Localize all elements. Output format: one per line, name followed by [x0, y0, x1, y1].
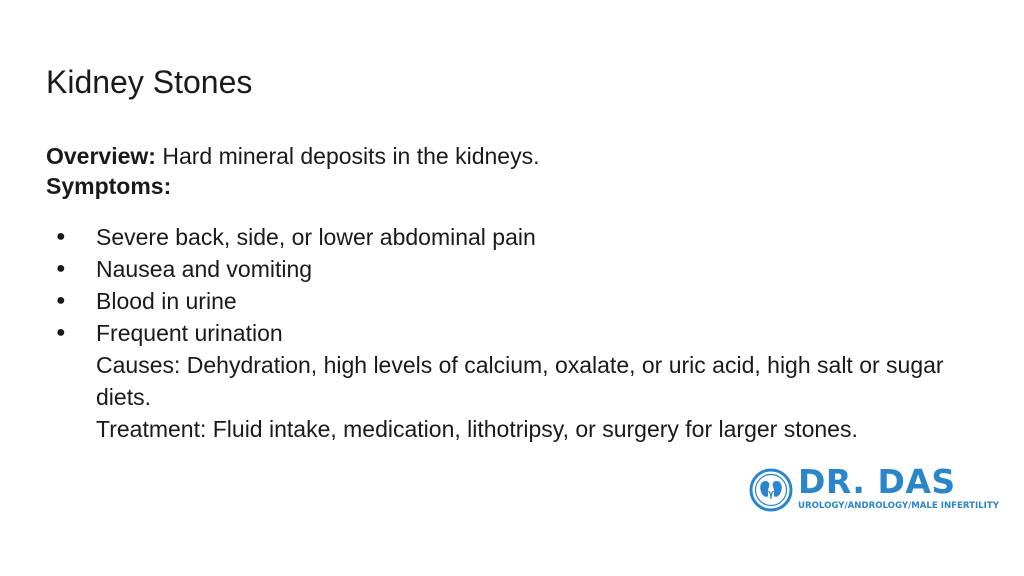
treatment-text: Treatment: Fluid intake, medication, lithotripsy, or surgery for larger stones.	[96, 416, 858, 442]
symptom-text: Frequent urination	[96, 320, 283, 346]
symptoms-line	[46, 171, 946, 201]
causes-text: Causes: Dehydration, high levels of calcium, oxalate, or uric acid, high salt or sugar diets.	[96, 352, 944, 410]
list-item	[46, 221, 986, 253]
brand-tagline: UROLOGY/ANDROLOGY/MALE INFERTILITY	[798, 501, 999, 511]
bullet-icon: ●	[56, 324, 66, 341]
symptoms-label: Symptoms:	[46, 173, 172, 199]
page-title: Kidney Stones	[46, 64, 253, 100]
overview-text: Hard mineral deposits in the kidneys.	[155, 143, 540, 169]
list-item	[46, 317, 986, 349]
kidney-icon	[749, 468, 793, 512]
symptom-text: Nausea and vomiting	[96, 256, 313, 282]
bullet-icon: ●	[56, 292, 66, 309]
symptom-text: Blood in urine	[96, 288, 237, 314]
brand-name: DR. DAS	[798, 462, 956, 501]
symptom-text: Severe back, side, or lower abdominal pain	[96, 224, 536, 250]
overview-label: Overview:	[46, 143, 156, 169]
intro-section	[46, 141, 946, 201]
bullet-continuation	[46, 349, 986, 445]
list-item	[46, 285, 986, 317]
list-item	[46, 253, 986, 285]
overview-line	[46, 141, 946, 171]
bullet-icon: ●	[56, 228, 66, 245]
symptoms-list	[46, 221, 986, 445]
bullet-icon: ●	[56, 260, 66, 277]
brand-logo	[749, 462, 999, 516]
